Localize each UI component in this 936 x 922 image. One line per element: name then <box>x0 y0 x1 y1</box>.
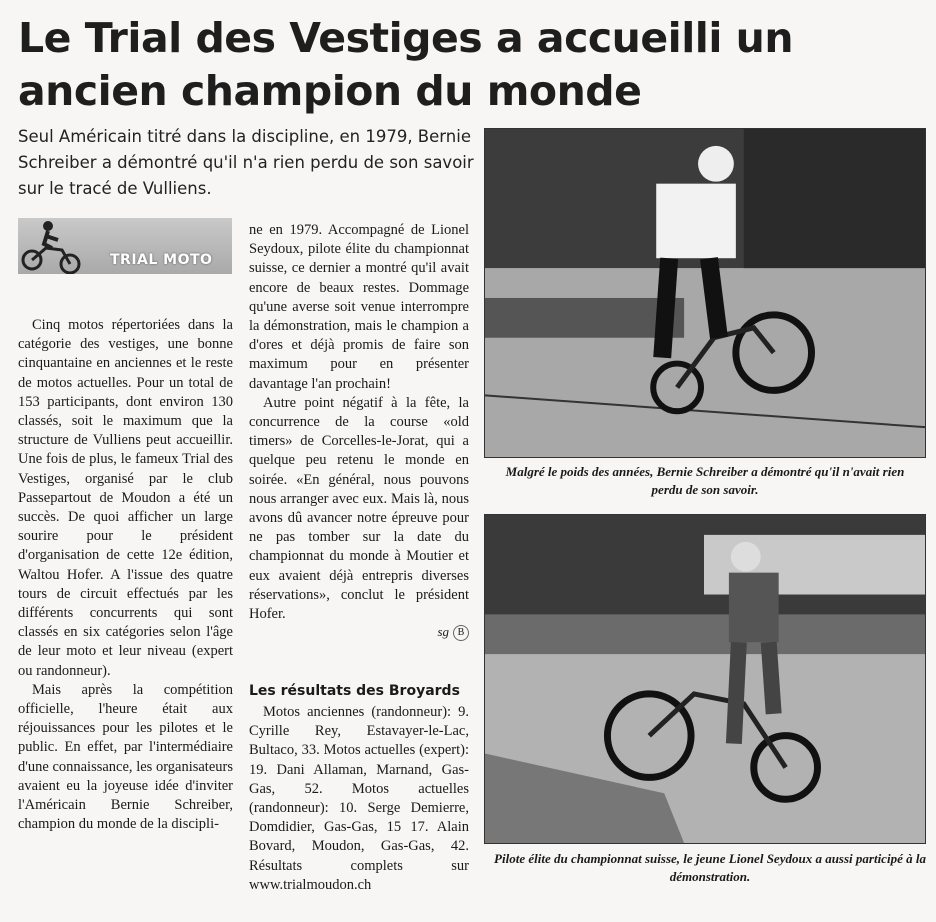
paragraph: Mais après la compétition officielle, l'heure était aux réjouissances pour les pilotes et le public. En effet, par l'intermédiaire d'une connaissance, les organisateurs avaient eu la joyeuse idée d'inviter l'Américain Bernie Schreiber, champion du monde de la discipli- <box>18 681 233 833</box>
paragraph: Autre point négatif à la fête, la concurrence de la course «old timers» de Corcelles-le-Jorat, qui a quelque peu retenu le monde en soirée. «En général, nous pouvons nous arranger avec eux. Mais là, nous avons dû avancer notre épreuve pour ne pas tomber sur la date du championnat du monde à Moutier et eux avaient déjà entrepris diverses réservations», conclut le président Hofer. <box>249 394 469 623</box>
motorcycle-rider-icon <box>18 218 88 274</box>
photo-caption: Pilote élite du championnat suisse, le jeune Lionel Seydoux a aussi participé à la démonstration. <box>494 851 926 884</box>
publication-mark-icon: B <box>453 625 469 641</box>
results-heading: Les résultats des Broyards <box>249 683 460 699</box>
paragraph: Cinq motos répertoriées dans la catégorie des vestiges, une bonne cinquantaine en anciennes et le reste de motos actuelles. Pour un total de 153 participants, dont environ 130 classés, soit le maximum que la structure de Vulliens peut accueillir. Une fois de plus, le fameux Trial des Vestiges, organisé par le club Passepartout de Moudon a été un succès. De quoi afficher un large sourire pour le président d'organisation de cette 12e édition, Waltou Hofer. A l'issue des quatre tours de circuit effectués par les différents concurrents qui sont classés en six catégories selon l'âge de leur moto et leur niveau (expert ou randonneur). <box>18 317 233 679</box>
photo-caption: Malgré le poids des années, Bernie Schreiber a démontré qu'il n'avait rien perdu de son savoir. <box>505 464 905 497</box>
section-banner <box>18 218 232 274</box>
article-column-1 <box>18 316 233 834</box>
results-box <box>249 703 469 895</box>
article-headline: Le Trial des Vestiges a accueilli un ancien champion du monde <box>18 14 794 115</box>
section-banner-label: TRIAL MOTO <box>110 252 213 268</box>
paragraph: ne en 1979. Accompagné de Lionel Seydoux, pilote élite du championnat suisse, ce dernier a montré qu'il avait encore de beaux restes. Dommage qu'une averse soit venue interrompre la démonstration, mais le champion a d'ores et déjà promis de faire son maximum pour en présenter davantage l'an prochain! <box>249 222 469 392</box>
article-column-2 <box>249 221 469 641</box>
author-signature <box>249 622 469 641</box>
photo-schreiber <box>484 128 926 458</box>
author-initials: sg <box>437 624 449 640</box>
photo-seydoux <box>484 514 926 844</box>
results-text: Motos anciennes (randonneur): 9. Cyrille Rey, Estavayer-le-Lac, Bultaco, 33. Motos actuelles (expert): 19. Dani Allaman, Marnand, Gas-Gas, 52. Motos actuelles (randonneur): 10. Serge Demierre, Domdidier, Gas-Gas, 15 17. Alain Bovard, Moudon, Gas-Gas, 42. Résultats complets sur www.trialmoudon.ch <box>249 704 469 893</box>
article-lede: Seul Américain titré dans la discipline, en 1979, Bernie Schreiber a démontré qu'il n'a rien perdu de son savoir sur le tracé de Vulliens. <box>18 127 474 198</box>
